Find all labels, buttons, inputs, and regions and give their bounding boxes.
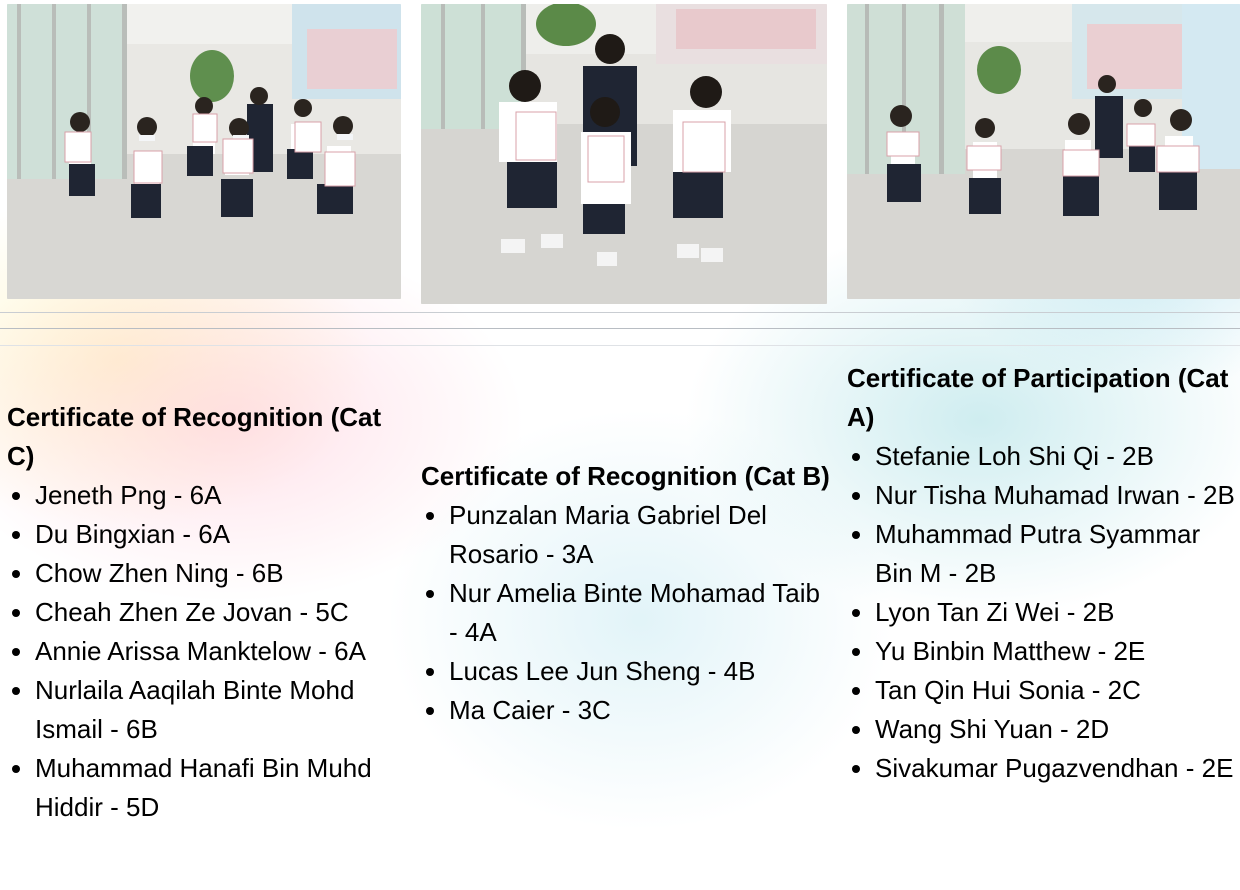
list-item: • Punzalan Maria Gabriel Del Rosario - 3A	[449, 496, 831, 574]
list-item: • Nur Amelia Binte Mohamad Taib - 4A	[449, 574, 831, 652]
list-item: • Chow Zhen Ning - 6B	[35, 554, 407, 593]
list-item: • Lyon Tan Zi Wei - 2B	[875, 593, 1240, 632]
list-item: • Cheah Zhen Ze Jovan - 5C	[35, 593, 407, 632]
heading-participation-cat-a: Certificate of Participation (Cat A)	[847, 363, 1229, 432]
photo-award-group-2	[421, 4, 827, 304]
list-item: • Muhammad Hanafi Bin Muhd Hiddir - 5D	[35, 749, 407, 827]
list-item: • Du Bingxian - 6A	[35, 515, 407, 554]
column-cat-c	[7, 398, 407, 827]
list-item: • Tan Qin Hui Sonia - 2C	[875, 671, 1240, 710]
divider	[0, 312, 1240, 313]
list-participation-cat-a	[847, 437, 1240, 788]
divider	[0, 328, 1240, 329]
photo-award-group-3	[847, 4, 1240, 299]
list-item: • Nur Tisha Muhamad Irwan - 2B	[875, 476, 1240, 515]
photo-award-group-1	[7, 4, 401, 299]
heading-recognition-cat-b: Certificate of Recognition (Cat B)	[421, 461, 830, 491]
divider	[0, 345, 1240, 346]
list-item: • Yu Binbin Matthew - 2E	[875, 632, 1240, 671]
list-recognition-cat-c	[7, 476, 407, 827]
list-item: • Sivakumar Pugazvendhan - 2E	[875, 749, 1240, 788]
column-cat-b	[421, 457, 831, 730]
list-item: • Lucas Lee Jun Sheng - 4B	[449, 652, 831, 691]
list-item: • Annie Arissa Manktelow - 6A	[35, 632, 407, 671]
column-cat-a	[847, 359, 1240, 788]
list-item: • Nurlaila Aaqilah Binte Mohd Ismail - 6B	[35, 671, 407, 749]
list-item: • Wang Shi Yuan - 2D	[875, 710, 1240, 749]
heading-recognition-cat-c: Certificate of Recognition (Cat C)	[7, 402, 382, 471]
list-item: • Ma Caier - 3C	[449, 691, 831, 730]
list-item: • Stefanie Loh Shi Qi - 2B	[875, 437, 1240, 476]
list-item: • Jeneth Png - 6A	[35, 476, 407, 515]
list-item: • Muhammad Putra Syammar Bin M - 2B	[875, 515, 1240, 593]
list-recognition-cat-b	[421, 496, 831, 730]
